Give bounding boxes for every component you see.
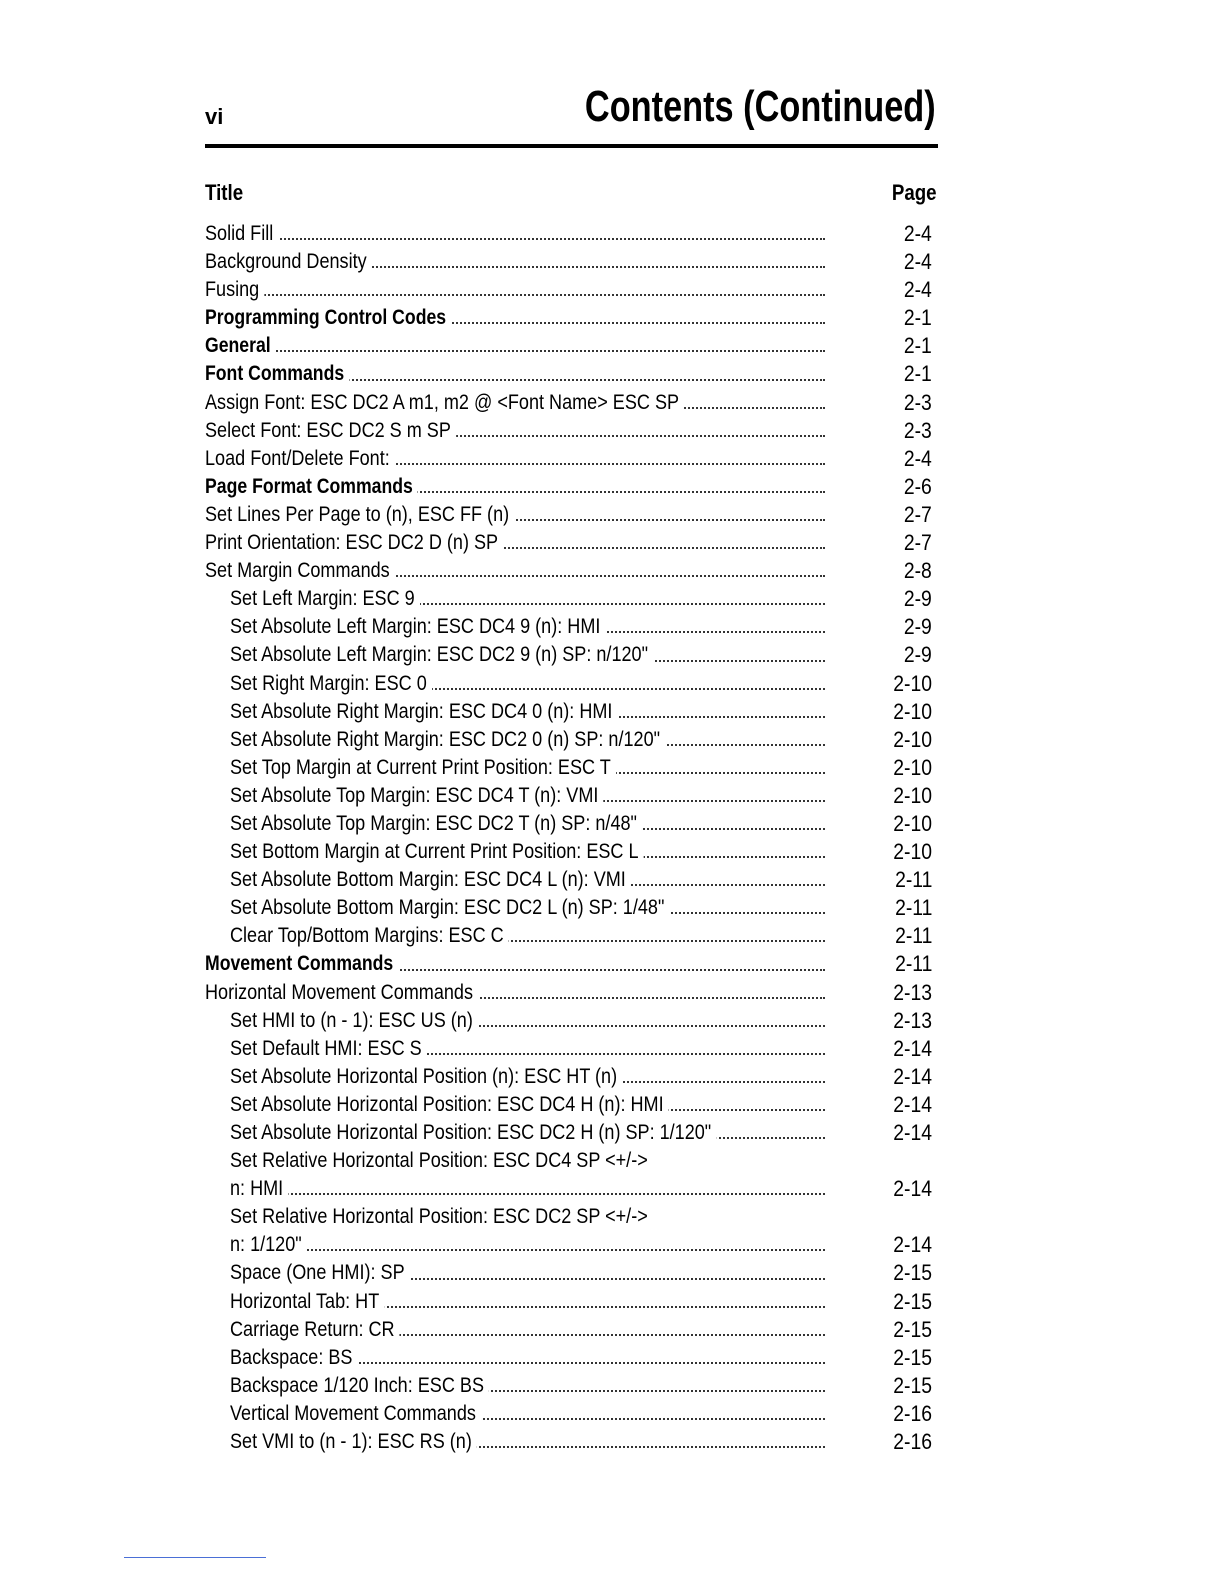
toc-entry-label-wrap xyxy=(230,866,825,894)
toc-entry xyxy=(205,389,938,417)
toc-entry-page: 2-1 xyxy=(904,361,932,387)
toc-entry-label-wrap xyxy=(205,417,825,445)
toc-section-heading xyxy=(205,950,938,978)
toc-entry-text: n: 1/120" xyxy=(230,1231,307,1259)
toc-entry-page: 2-14 xyxy=(893,1063,932,1089)
toc-entry-page: 2-14 xyxy=(893,1091,932,1117)
toc-entry-text: Set Absolute Left Margin: ESC DC2 9 (n) SP: n/120" xyxy=(230,641,653,669)
toc-entry-page: 2-10 xyxy=(893,670,932,696)
footer-rule xyxy=(124,1557,266,1558)
toc-entry-page: 2-4 xyxy=(904,221,932,246)
toc-entry-label-wrap xyxy=(230,641,825,669)
toc-entry-text: Vertical Movement Commands xyxy=(230,1400,481,1428)
toc-entry xyxy=(205,220,938,248)
toc-entry-label-wrap xyxy=(205,389,825,417)
toc-entry-page: 2-13 xyxy=(893,979,932,1005)
toc-entry-label-wrap xyxy=(230,1400,825,1428)
toc-entry-label-wrap xyxy=(230,838,825,866)
toc-entry-label-wrap xyxy=(230,1091,825,1119)
toc-entry-text: Set Left Margin: ESC 9 xyxy=(230,585,420,613)
toc-entry-page: 2-11 xyxy=(894,895,932,921)
toc-entry-label-wrap xyxy=(230,698,825,726)
toc-entry-label-wrap xyxy=(205,248,825,276)
toc-entry xyxy=(205,1316,938,1344)
toc-entry-text: Page Format Commands xyxy=(205,473,418,501)
toc-entry-label-wrap xyxy=(205,332,825,360)
toc-entry-text: Background Density xyxy=(205,248,372,276)
toc-entry-label-wrap xyxy=(230,1119,825,1147)
toc-entry-text: Set Absolute Right Margin: ESC DC2 0 (n) SP: n/120" xyxy=(230,726,665,754)
toc-entry-label-wrap xyxy=(230,1231,825,1259)
toc-entry xyxy=(205,1428,938,1456)
toc-entry xyxy=(205,754,938,782)
toc-entry-text: Fusing xyxy=(205,276,264,304)
toc-entry-label-wrap xyxy=(205,220,825,248)
toc-entry-page: 2-4 xyxy=(904,249,932,275)
toc-entry-page: 2-7 xyxy=(904,530,932,556)
toc-entry-page: 2-14 xyxy=(893,1232,932,1258)
toc-entry-page: 2-15 xyxy=(893,1260,932,1286)
toc-section-heading xyxy=(205,360,938,388)
toc-entry-label-wrap xyxy=(205,557,825,585)
toc-entry-page: 2-15 xyxy=(893,1288,932,1314)
toc-entry xyxy=(205,248,938,276)
toc-entry xyxy=(205,1372,938,1400)
toc-entry-page: 2-10 xyxy=(893,698,932,724)
toc-entry-label-wrap xyxy=(230,1063,825,1091)
toc-entry-text: Space (One HMI): SP xyxy=(230,1259,410,1287)
toc-entry-label-wrap xyxy=(230,1288,825,1316)
dot-leader xyxy=(230,1193,825,1195)
toc-section-heading xyxy=(205,473,938,501)
toc-entry xyxy=(205,1091,938,1119)
toc-entry-text: Set Right Margin: ESC 0 xyxy=(230,670,432,698)
toc-entry-page: 2-3 xyxy=(904,417,932,443)
toc-entry xyxy=(205,417,938,445)
toc-entry-text: Set Absolute Top Margin: ESC DC4 T (n): VMI xyxy=(230,782,604,810)
toc-entry-label-wrap xyxy=(205,473,825,501)
toc-entry-label-wrap xyxy=(230,1428,825,1456)
toc-entry-text: Set Absolute Left Margin: ESC DC4 9 (n): HMI xyxy=(230,613,606,641)
toc-entry-text: Solid Fill xyxy=(205,220,278,248)
toc-entry xyxy=(205,810,938,838)
toc-entry-text: Set VMI to (n - 1): ESC RS (n) xyxy=(230,1428,477,1456)
toc-entry-label-wrap xyxy=(230,1147,825,1175)
title-rule xyxy=(205,144,938,148)
toc-entry-page: 2-9 xyxy=(904,614,932,640)
toc-entry-label-wrap xyxy=(230,670,825,698)
toc-entry-text: Set Bottom Margin at Current Print Position: ESC L xyxy=(230,838,644,866)
toc-entry-text: Set Relative Horizontal Position: ESC DC4 SP <+/-> xyxy=(230,1147,653,1175)
toc-entry xyxy=(205,1007,938,1035)
toc-entry xyxy=(205,613,938,641)
toc-entry-label-wrap xyxy=(205,445,825,473)
toc-entry-label-wrap xyxy=(230,1203,825,1231)
toc-entry xyxy=(205,866,938,894)
toc-entry-page: 2-10 xyxy=(893,782,932,808)
toc-entry-text: Set Absolute Bottom Margin: ESC DC4 L (n): VMI xyxy=(230,866,631,894)
column-header-page: Page xyxy=(892,180,937,205)
dot-leader xyxy=(205,238,825,240)
toc-entry-text: Movement Commands xyxy=(205,950,398,978)
toc-entry-label-wrap xyxy=(230,1344,825,1372)
toc-entry xyxy=(205,1035,938,1063)
dot-leader xyxy=(205,350,825,352)
toc-entry xyxy=(205,1175,938,1203)
toc-entry-page: 2-16 xyxy=(893,1429,932,1455)
toc-entry-text: Font Commands xyxy=(205,360,349,388)
toc-entry-text: Backspace: BS xyxy=(230,1344,358,1372)
toc-entry xyxy=(205,276,938,304)
toc-entry-text: n: HMI xyxy=(230,1175,288,1203)
toc-entry-page: 2-9 xyxy=(904,586,932,612)
toc-entry-page: 2-1 xyxy=(904,305,932,331)
toc-entry-text: Select Font: ESC DC2 S m SP xyxy=(205,417,456,445)
toc-entry xyxy=(205,726,938,754)
toc-section-heading xyxy=(205,304,938,332)
toc-entry xyxy=(205,1119,938,1147)
toc-entry-label-wrap xyxy=(230,1007,825,1035)
toc-entry-page: 2-10 xyxy=(893,839,932,865)
column-header-title: Title xyxy=(205,180,244,205)
toc-entry-text: Set Default HMI: ESC S xyxy=(230,1035,427,1063)
toc-entry xyxy=(205,922,938,950)
toc-entry-label-wrap xyxy=(230,613,825,641)
toc-entry-label-wrap xyxy=(230,585,825,613)
toc-entry-label-wrap xyxy=(230,1316,825,1344)
toc-entry-text: General xyxy=(205,332,276,360)
toc-entry xyxy=(205,1063,938,1091)
toc-entry-page: 2-1 xyxy=(904,333,932,359)
toc-entry xyxy=(205,838,938,866)
toc-entry-text: Backspace 1/120 Inch: ESC BS xyxy=(230,1372,489,1400)
toc-entry-text: Set Lines Per Page to (n), ESC FF (n) xyxy=(205,501,514,529)
toc-entry xyxy=(205,782,938,810)
toc-entry-label-wrap xyxy=(205,276,825,304)
toc-entry-text: Set HMI to (n - 1): ESC US (n) xyxy=(230,1007,478,1035)
toc-entry-text: Set Absolute Horizontal Position: ESC DC4 H (n): HMI xyxy=(230,1091,669,1119)
dot-leader xyxy=(205,294,825,296)
toc-entry-page: 2-3 xyxy=(904,389,932,415)
toc-entry xyxy=(205,641,938,669)
toc-entry xyxy=(205,670,938,698)
toc-entry xyxy=(205,585,938,613)
toc-entry-page: 2-6 xyxy=(904,473,932,499)
toc-entry xyxy=(205,445,938,473)
toc-entry-page: 2-11 xyxy=(894,867,932,893)
toc-entry-label-wrap xyxy=(230,1372,825,1400)
toc-entry-label-wrap xyxy=(230,1035,825,1063)
toc-entry-page: 2-14 xyxy=(893,1035,932,1061)
toc-entry-page: 2-11 xyxy=(894,923,932,949)
toc-entry-page: 2-7 xyxy=(904,501,932,527)
toc-entry-page: 2-8 xyxy=(904,558,932,584)
toc-entry-label-wrap xyxy=(230,894,825,922)
toc-entry-label-wrap xyxy=(230,922,825,950)
toc-entry xyxy=(205,979,938,1007)
table-of-contents xyxy=(205,220,938,1456)
toc-entry-label-wrap xyxy=(205,950,825,978)
toc-entry-label-wrap xyxy=(205,979,825,1007)
toc-entry-page: 2-16 xyxy=(893,1400,932,1426)
toc-entry-text: Load Font/Delete Font: xyxy=(205,445,395,473)
toc-entry xyxy=(205,1203,938,1231)
toc-section-heading xyxy=(205,332,938,360)
toc-entry xyxy=(205,1344,938,1372)
toc-entry-label-wrap xyxy=(230,810,825,838)
toc-entry xyxy=(205,1231,938,1259)
toc-entry-label-wrap xyxy=(205,501,825,529)
toc-entry-text: Assign Font: ESC DC2 A m1, m2 @ <Font Name> ESC SP xyxy=(205,389,684,417)
toc-entry-text: Set Absolute Right Margin: ESC DC4 0 (n): HMI xyxy=(230,698,618,726)
toc-entry-text: Set Absolute Bottom Margin: ESC DC2 L (n) SP: 1/48" xyxy=(230,894,670,922)
toc-entry xyxy=(205,529,938,557)
toc-entry-label-wrap xyxy=(230,754,825,782)
toc-entry-label-wrap xyxy=(205,304,825,332)
toc-entry-label-wrap xyxy=(230,726,825,754)
toc-entry-text: Carriage Return: CR xyxy=(230,1316,400,1344)
toc-entry-text: Set Top Margin at Current Print Position: ESC T xyxy=(230,754,616,782)
toc-entry xyxy=(205,501,938,529)
toc-entry xyxy=(205,557,938,585)
toc-entry-page: 2-13 xyxy=(893,1007,932,1033)
toc-entry-label-wrap xyxy=(230,1175,825,1203)
toc-entry-label-wrap xyxy=(230,1259,825,1287)
toc-entry-text: Clear Top/Bottom Margins: ESC C xyxy=(230,922,509,950)
toc-entry xyxy=(205,1259,938,1287)
toc-entry-text: Set Margin Commands xyxy=(205,557,395,585)
toc-entry-text: Set Absolute Horizontal Position (n): ESC HT (n) xyxy=(230,1063,622,1091)
toc-entry-page: 2-15 xyxy=(893,1316,932,1342)
toc-entry-text: Set Absolute Horizontal Position: ESC DC2 H (n) SP: 1/120" xyxy=(230,1119,716,1147)
toc-entry xyxy=(205,1400,938,1428)
toc-entry-text: Print Orientation: ESC DC2 D (n) SP xyxy=(205,529,503,557)
dot-leader xyxy=(230,1249,825,1251)
toc-entry-page: 2-9 xyxy=(904,642,932,668)
toc-entry-text: Horizontal Tab: HT xyxy=(230,1288,384,1316)
toc-entry-text: Set Absolute Top Margin: ESC DC2 T (n) SP: n/48" xyxy=(230,810,642,838)
toc-entry xyxy=(205,894,938,922)
toc-entry xyxy=(205,1288,938,1316)
toc-entry-label-wrap xyxy=(205,360,825,388)
toc-entry-label-wrap xyxy=(230,782,825,810)
page-title: Contents (Continued) xyxy=(585,82,936,131)
page-number: vi xyxy=(205,104,224,129)
toc-entry-text: Horizontal Movement Commands xyxy=(205,979,478,1007)
toc-entry-page: 2-15 xyxy=(893,1344,932,1370)
toc-entry-page: 2-4 xyxy=(904,277,932,303)
toc-entry-page: 2-14 xyxy=(893,1120,932,1145)
toc-entry-label-wrap xyxy=(205,529,825,557)
toc-entry-page: 2-15 xyxy=(893,1372,932,1398)
toc-entry-page: 2-10 xyxy=(893,754,932,780)
toc-entry xyxy=(205,1147,938,1175)
toc-entry-page: 2-14 xyxy=(893,1176,932,1202)
toc-entry xyxy=(205,698,938,726)
toc-entry-text: Set Relative Horizontal Position: ESC DC2 SP <+/-> xyxy=(230,1203,653,1231)
toc-entry-page: 2-10 xyxy=(893,726,932,752)
toc-entry-page: 2-11 xyxy=(894,951,932,977)
toc-entry-page: 2-4 xyxy=(904,445,932,471)
toc-entry-text: Programming Control Codes xyxy=(205,304,451,332)
toc-entry-page: 2-10 xyxy=(893,810,932,836)
